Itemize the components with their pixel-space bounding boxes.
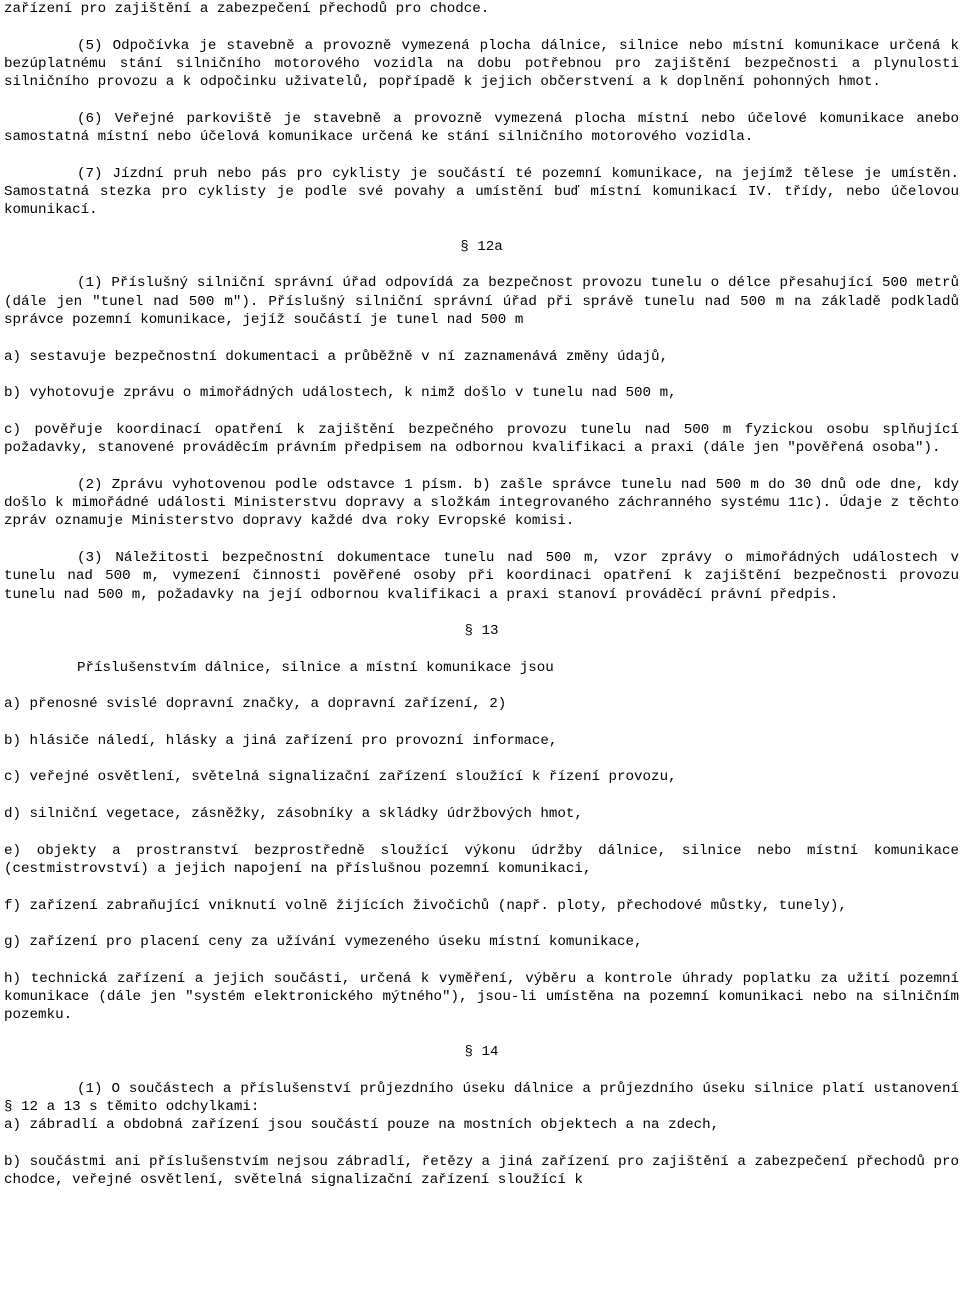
paragraph-parkoviste: (6) Veřejné parkoviště je stavebně a provozně vymezená plocha místní nebo účelové komunikace anebo samostatná místní nebo účelová komunikace určená ke stání silničního motorového vozidla. — [4, 110, 959, 146]
list-item-14a: a) zábradlí a obdobná zařízení jsou součástí pouze na mostních objektech a na zdech, — [4, 1117, 720, 1134]
list-item-13f: f) zařízení zabraňující vniknutí volně žijících živočichů (např. ploty, přechodové můstky, tunely), — [4, 897, 847, 914]
section-heading-13: § 13 — [464, 623, 499, 640]
list-item-13b: b) hlásiče náledí, hlásky a jiná zařízení pro provozní informace, — [4, 732, 558, 749]
list-item-14b: b) součástmi ani příslušenstvím nejsou zábradlí, řetězy a jiná zařízení pro zajištění a zabezpečení přechodů pro chodce, veřejné osvětlení, světelná signalizační zařízení sloužící k — [4, 1153, 959, 1188]
list-item-13e: e) objekty a prostranství bezprostředně sloužící výkonu údržby dálnice, silnice nebo místní komunikace (cestmistrovství) a jejich napojení na příslušnou pozemní komunikaci, — [4, 842, 959, 877]
paragraph-tunel-2: (2) Zprávu vyhotovenou podle odstavce 1 písm. b) zašle správce tunelu nad 500 m do 30 dnů ode dne, kdy došlo k mimořádné události Ministerstvu dopravy a složkám integrovaného záchranného systému 11c). Údaje z těchto zpráv oznamuje Ministerstvo dopravy každé dva roky Evropské komisi. — [4, 476, 959, 530]
list-item-13d: d) silniční vegetace, zásněžky, zásobníky a skládky údržbových hmot, — [4, 806, 583, 823]
section-heading-14: § 14 — [464, 1043, 499, 1060]
list-item-c: c) pověřuje koordinací opatření k zajištění bezpečného provozu tunelu nad 500 m fyzickou osobu splňující požadavky, stanovené prováděcím právním předpisem na odbornou kvalifikaci a praxi (dále jen "pověřená osoba"). — [4, 421, 959, 457]
list-item-13a: a) přenosné svislé dopravní značky, a dopravní zařízení, 2) — [4, 696, 507, 713]
section-title-13: Příslušenstvím dálnice, silnice a místní komunikace jsou — [77, 659, 554, 676]
paragraph-tunel-1: (1) Příslušný silniční správní úřad odpovídá za bezpečnost provozu tunelu o délce přesahující 500 metrů (dále jen "tunel nad 500 m"). Příslušný silniční správní úřad při správě tunelu nad 500 m na základě podkladů správce pozemní komunikace, jejíž součástí je tunel nad 500 m — [4, 275, 959, 329]
list-item-13g: g) zařízení pro placení ceny za užívání vymezeného úseku místní komunikace, — [4, 934, 643, 951]
document-page — [4, 0, 959, 1208]
paragraph-14-1: (1) O součástech a příslušenství průjezdního úseku dálnice a průjezdního úseku silnice platí ustanovení § 12 a 13 s těmito odchylkami: — [4, 1080, 959, 1115]
list-item-13h: h) technická zařízení a jejich součásti, určená k vyměření, výběru a kontrole úhrady poplatku za užití pozemní komunikace (dále jen "systém elektronického mýtného"), jsou-li umístěna na pozemní komunikaci nebo na silničním pozemku. — [4, 970, 959, 1024]
paragraph-tunel-3: (3) Náležitosti bezpečnostní dokumentace tunelu nad 500 m, vzor zprávy o mimořádných událostech v tunelu nad 500 m, vymezení činnosti pověřené osoby při koordinaci opatření k zajištění bezpečnosti provozu tunelu nad 500 m, požadavky na její odbornou kvalifikaci a praxi stanoví prováděcí právní předpis. — [4, 549, 959, 603]
section-heading-12a: § 12a — [460, 238, 503, 255]
list-item-a: a) sestavuje bezpečnostní dokumentaci a průběžně v ní zaznamenává změny údajů, — [4, 348, 669, 365]
list-item-b: b) vyhotovuje zprávu o mimořádných událostech, k nimž došlo v tunelu nad 500 m, — [4, 385, 677, 402]
paragraph-cyklisty: (7) Jízdní pruh nebo pás pro cyklisty je součástí té pozemní komunikace, na jejímž tělese je umístěn. Samostatná stezka pro cyklisty je podle své povahy a umístění buď místní komunikací IV. třídy, nebo účelovou komunikací. — [4, 165, 959, 219]
paragraph-continuation: zařízení pro zajištění a zabezpečení přechodů pro chodce. — [4, 1, 490, 17]
paragraph-odpocivka: (5) Odpočívka je stavebně a provozně vymezená plocha dálnice, silnice nebo místní komunikace určená k bezúplatnému stání silničního motorového vozidla na dobu potřebnou pro zajištění bezpečnosti a plynulosti silničního provozu a k odpočinku uživatelů, popřípadě k jejich občerstvení a k doplnění pohonných hmot. — [4, 37, 959, 91]
list-item-13c: c) veřejné osvětlení, světelná signalizační zařízení sloužící k řízení provozu, — [4, 769, 677, 786]
